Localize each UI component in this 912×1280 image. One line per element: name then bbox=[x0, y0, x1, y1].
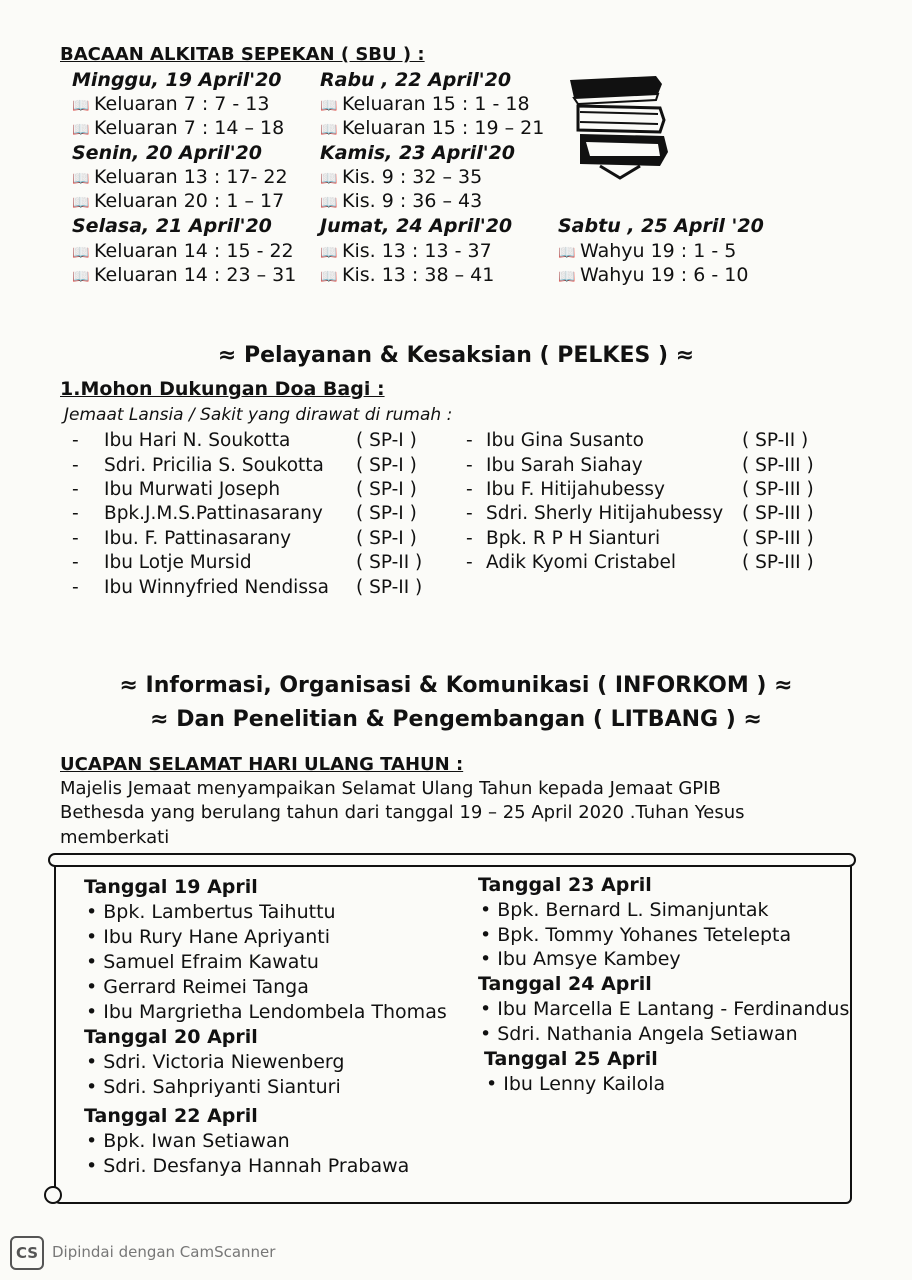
litbang-title: ≈ Dan Penelitian & Pengembangan ( LITBANG ) ≈ bbox=[150, 707, 762, 732]
list-item: - bbox=[72, 577, 79, 598]
date-heading: Tanggal 25 April bbox=[484, 1048, 658, 1070]
book-icon: 📖 bbox=[320, 98, 338, 114]
reading-item: 📖 Keluaran 7 : 7 - 13 bbox=[72, 93, 270, 115]
sector-label: ( SP-I ) bbox=[356, 430, 417, 451]
date-heading: Tanggal 20 April bbox=[84, 1026, 258, 1048]
books-stack-icon bbox=[560, 72, 672, 184]
list-item: • Ibu Rury Hane Apriyanti bbox=[86, 926, 330, 948]
day-heading: Jumat, 24 April'20 bbox=[320, 215, 513, 237]
list-item: • Bpk. Iwan Setiawan bbox=[86, 1130, 290, 1152]
camscanner-watermark: Dipindai dengan CamScanner bbox=[52, 1243, 276, 1261]
list-item: • Bpk. Lambertus Taihuttu bbox=[86, 901, 336, 923]
reading-item: 📖 Kis. 9 : 32 – 35 bbox=[320, 166, 483, 188]
list-item: - bbox=[72, 552, 79, 573]
sector-label: ( SP-I ) bbox=[356, 503, 417, 524]
date-heading: Tanggal 24 April bbox=[478, 973, 652, 995]
list-item: - bbox=[72, 455, 79, 476]
prayer-intro: Jemaat Lansia / Sakit yang dirawat di rumah : bbox=[64, 405, 453, 425]
book-icon: 📖 bbox=[320, 245, 338, 261]
sector-label: ( SP-I ) bbox=[356, 479, 417, 500]
person-name: Sdri. Sherly Hitijahubessy bbox=[486, 503, 724, 524]
list-item: • Ibu Amsye Kambey bbox=[480, 948, 681, 970]
list-item: - bbox=[72, 430, 79, 451]
sbu-heading: BACAAN ALKITAB SEPEKAN ( SBU ) : bbox=[60, 44, 425, 65]
reading-item: 📖 Kis. 13 : 13 - 37 bbox=[320, 240, 492, 262]
person-name: Adik Kyomi Cristabel bbox=[486, 552, 677, 573]
scroll-curl bbox=[44, 1186, 62, 1204]
list-item: • Ibu Marcella E Lantang - Ferdinandus bbox=[480, 998, 850, 1020]
list-item: - bbox=[466, 503, 473, 524]
list-item: • Samuel Efraim Kawatu bbox=[86, 951, 319, 973]
reading-item: 📖 Keluaran 7 : 14 – 18 bbox=[72, 117, 285, 139]
person-name: Ibu Hari N. Soukotta bbox=[104, 430, 291, 451]
person-name: Ibu Lotje Mursid bbox=[104, 552, 252, 573]
date-heading: Tanggal 19 April bbox=[84, 876, 258, 898]
reading-item: 📖 Keluaran 15 : 19 – 21 bbox=[320, 117, 545, 139]
person-name: Bpk.J.M.S.Pattinasarany bbox=[104, 503, 323, 524]
list-item: • Gerrard Reimei Tanga bbox=[86, 976, 309, 998]
list-item: - bbox=[466, 528, 473, 549]
sector-label: ( SP-I ) bbox=[356, 455, 417, 476]
day-heading: Selasa, 21 April'20 bbox=[72, 215, 272, 237]
book-icon: 📖 bbox=[72, 171, 90, 187]
reading-item: 📖 Kis. 9 : 36 – 43 bbox=[320, 190, 483, 212]
list-item: - bbox=[72, 479, 79, 500]
pelkes-title: ≈ Pelayanan & Kesaksian ( PELKES ) ≈ bbox=[217, 343, 695, 368]
list-item: - bbox=[466, 479, 473, 500]
person-name: Ibu F. Hitijahubessy bbox=[486, 479, 665, 500]
day-heading: Senin, 20 April'20 bbox=[72, 142, 262, 164]
reading-item: 📖 Keluaran 14 : 23 – 31 bbox=[72, 264, 297, 286]
sector-label: ( SP-I ) bbox=[356, 528, 417, 549]
person-name: Ibu Murwati Joseph bbox=[104, 479, 281, 500]
reading-item: 📖 Keluaran 13 : 17- 22 bbox=[72, 166, 288, 188]
person-name: Ibu. F. Pattinasarany bbox=[104, 528, 292, 549]
list-item: • Sdri. Sahpriyanti Sianturi bbox=[86, 1076, 341, 1098]
reading-item: 📖 Kis. 13 : 38 – 41 bbox=[320, 264, 495, 286]
reading-item: 📖 Keluaran 14 : 15 - 22 bbox=[72, 240, 294, 262]
sector-label: ( SP-III ) bbox=[742, 528, 814, 549]
sector-label: ( SP-II ) bbox=[742, 430, 809, 451]
date-heading: Tanggal 22 April bbox=[84, 1105, 258, 1127]
day-heading: Rabu , 22 April'20 bbox=[320, 69, 512, 91]
day-heading: Minggu, 19 April'20 bbox=[72, 69, 282, 91]
book-icon: 📖 bbox=[320, 269, 338, 285]
sector-label: ( SP-II ) bbox=[356, 552, 423, 573]
scroll-top-edge bbox=[48, 853, 856, 867]
reading-item: 📖 Wahyu 19 : 6 - 10 bbox=[558, 264, 749, 286]
list-item: • Ibu Lenny Kailola bbox=[486, 1073, 666, 1095]
list-item: - bbox=[466, 430, 473, 451]
list-item: - bbox=[72, 503, 79, 524]
person-name: Ibu Sarah Siahay bbox=[486, 455, 643, 476]
list-item: - bbox=[466, 455, 473, 476]
book-icon: 📖 bbox=[72, 122, 90, 138]
sector-label: ( SP-II ) bbox=[356, 577, 423, 598]
person-name: Ibu Winnyfried Nendissa bbox=[104, 577, 329, 598]
list-item: • Bpk. Tommy Yohanes Tetelepta bbox=[480, 924, 792, 946]
day-heading: Sabtu , 25 April '20 bbox=[558, 215, 764, 237]
inforkom-title: ≈ Informasi, Organisasi & Komunikasi ( INFORKOM ) ≈ bbox=[119, 673, 793, 698]
list-item: • Sdri. Nathania Angela Setiawan bbox=[480, 1023, 798, 1045]
list-item: - bbox=[466, 552, 473, 573]
birthday-paragraph-line: memberkati bbox=[60, 827, 170, 848]
person-name: Sdri. Pricilia S. Soukotta bbox=[104, 455, 324, 476]
book-icon: 📖 bbox=[72, 195, 90, 211]
reading-item: 📖 Wahyu 19 : 1 - 5 bbox=[558, 240, 737, 262]
person-name: Bpk. R P H Sianturi bbox=[486, 528, 661, 549]
sector-label: ( SP-III ) bbox=[742, 479, 814, 500]
list-item: • Sdri. Victoria Niewenberg bbox=[86, 1051, 345, 1073]
birthday-heading: UCAPAN SELAMAT HARI ULANG TAHUN : bbox=[60, 754, 464, 775]
book-icon: 📖 bbox=[558, 245, 576, 261]
camscanner-logo: CS bbox=[10, 1236, 44, 1270]
list-item: • Bpk. Bernard L. Simanjuntak bbox=[480, 899, 769, 921]
book-icon: 📖 bbox=[320, 122, 338, 138]
day-heading: Kamis, 23 April'20 bbox=[320, 142, 516, 164]
reading-item: 📖 Keluaran 20 : 1 – 17 bbox=[72, 190, 285, 212]
list-item: • Ibu Margrietha Lendombela Thomas bbox=[86, 1001, 447, 1023]
sector-label: ( SP-III ) bbox=[742, 503, 814, 524]
birthday-paragraph-line: Majelis Jemaat menyampaikan Selamat Ulang Tahun kepada Jemaat GPIB bbox=[60, 778, 721, 799]
prayer-subheading: 1.Mohon Dukungan Doa Bagi : bbox=[60, 378, 385, 400]
list-item: • Sdri. Desfanya Hannah Prabawa bbox=[86, 1155, 410, 1177]
date-heading: Tanggal 23 April bbox=[478, 874, 652, 896]
book-icon: 📖 bbox=[72, 245, 90, 261]
birthday-paragraph-line: Bethesda yang berulang tahun dari tanggal 19 – 25 April 2020 .Tuhan Yesus bbox=[60, 802, 745, 823]
person-name: Ibu Gina Susanto bbox=[486, 430, 644, 451]
book-icon: 📖 bbox=[320, 171, 338, 187]
book-icon: 📖 bbox=[558, 269, 576, 285]
sector-label: ( SP-III ) bbox=[742, 552, 814, 573]
book-icon: 📖 bbox=[320, 195, 338, 211]
list-item: - bbox=[72, 528, 79, 549]
sector-label: ( SP-III ) bbox=[742, 455, 814, 476]
book-icon: 📖 bbox=[72, 98, 90, 114]
book-icon: 📖 bbox=[72, 269, 90, 285]
reading-item: 📖 Keluaran 15 : 1 - 18 bbox=[320, 93, 530, 115]
